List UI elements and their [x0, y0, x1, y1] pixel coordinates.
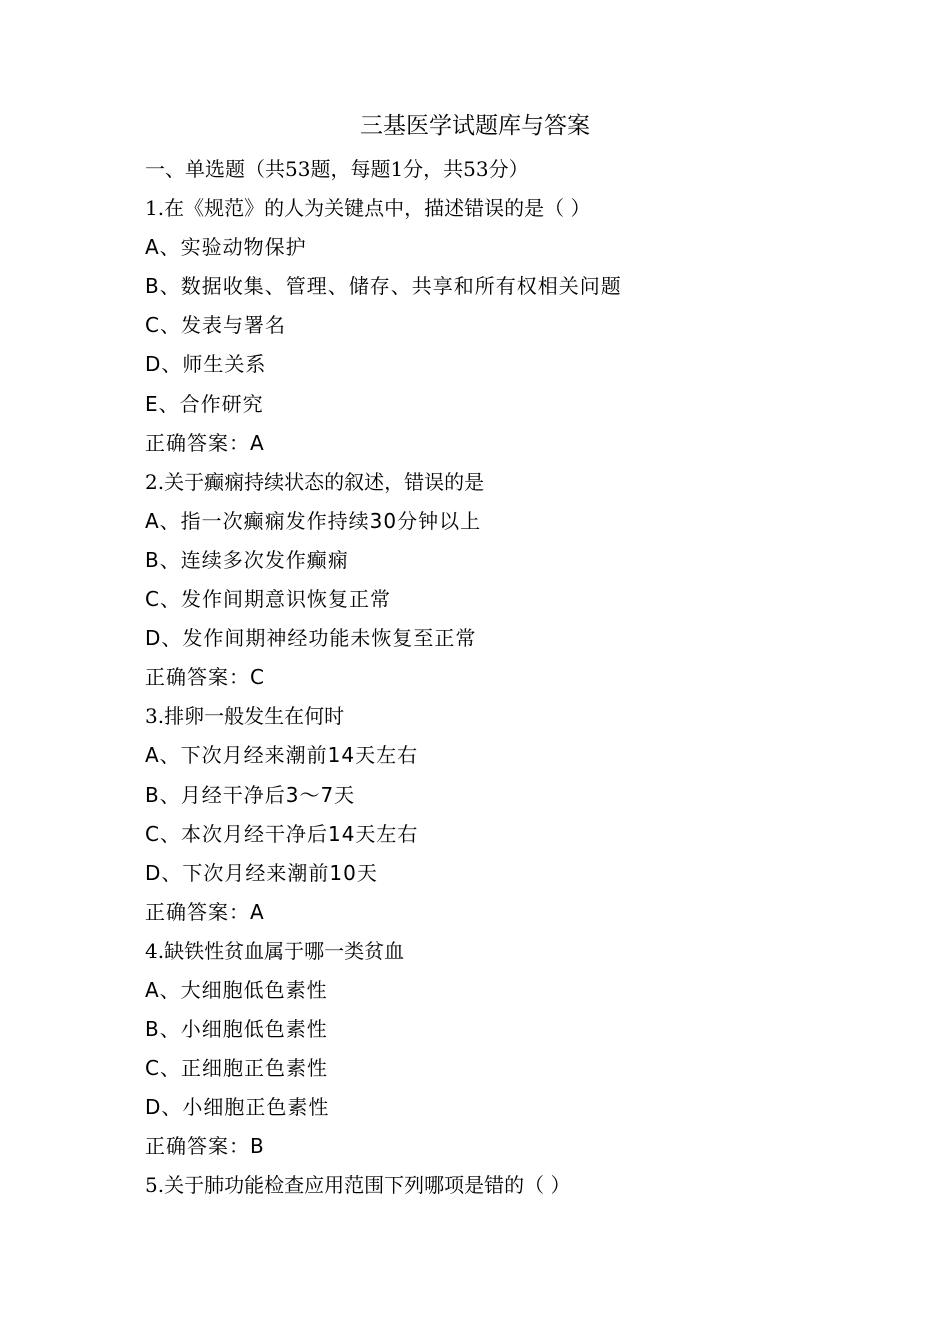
question-stem: 2.关于癫痫持续状态的叙述，错误的是	[145, 469, 485, 494]
question-block	[145, 189, 925, 463]
question-stem: 4.缺铁性贫血属于哪一类贫血	[145, 938, 405, 963]
section-heading: 一、单选题（共53题，每题1分，共53分）	[145, 157, 529, 181]
question-block	[145, 1166, 925, 1205]
answer-option: A、大细胞低色素性	[145, 977, 328, 1002]
question-stem: 5.关于肺功能检查应用范围下列哪项是错的（ ）	[145, 1173, 571, 1198]
document-title: 三基医学试题库与答案	[360, 113, 590, 139]
answer-option: B、连续多次发作癫痫	[145, 547, 349, 572]
answer-option: D、下次月经来潮前10天	[145, 860, 378, 885]
answer-option: D、小细胞正色素性	[145, 1095, 330, 1120]
answer-option: A、指一次癫痫发作持续30分钟以上	[145, 508, 482, 533]
answer-option: C、正细胞正色素性	[145, 1056, 328, 1081]
answer-option: A、实验动物保护	[145, 235, 307, 260]
correct-answer: 正确答案：C	[145, 665, 265, 690]
answer-option: C、本次月经干净后14天左右	[145, 821, 419, 846]
answer-option: B、月经干净后3～7天	[145, 782, 356, 807]
question-stem: 1.在《规范》的人为关键点中，描述错误的是（ ）	[145, 196, 591, 221]
question-block	[145, 932, 925, 1167]
answer-option: D、师生关系	[145, 352, 267, 377]
question-block	[145, 697, 925, 932]
answer-option: C、发作间期意识恢复正常	[145, 587, 391, 612]
answer-option: B、数据收集、管理、储存、共享和所有权相关问题	[145, 274, 622, 299]
answer-option: E、合作研究	[145, 391, 264, 416]
answer-option: A、下次月经来潮前14天左右	[145, 743, 419, 768]
answer-option: D、发作间期神经功能未恢复至正常	[145, 626, 477, 651]
correct-answer: 正确答案：A	[145, 899, 265, 924]
document-body	[145, 150, 925, 1206]
correct-answer: 正确答案：B	[145, 1134, 265, 1159]
question-block	[145, 463, 925, 698]
answer-option: C、发表与署名	[145, 313, 286, 338]
answer-option: B、小细胞低色素性	[145, 1017, 328, 1042]
correct-answer: 正确答案：A	[145, 430, 265, 455]
question-stem: 3.排卵一般发生在何时	[145, 704, 345, 729]
